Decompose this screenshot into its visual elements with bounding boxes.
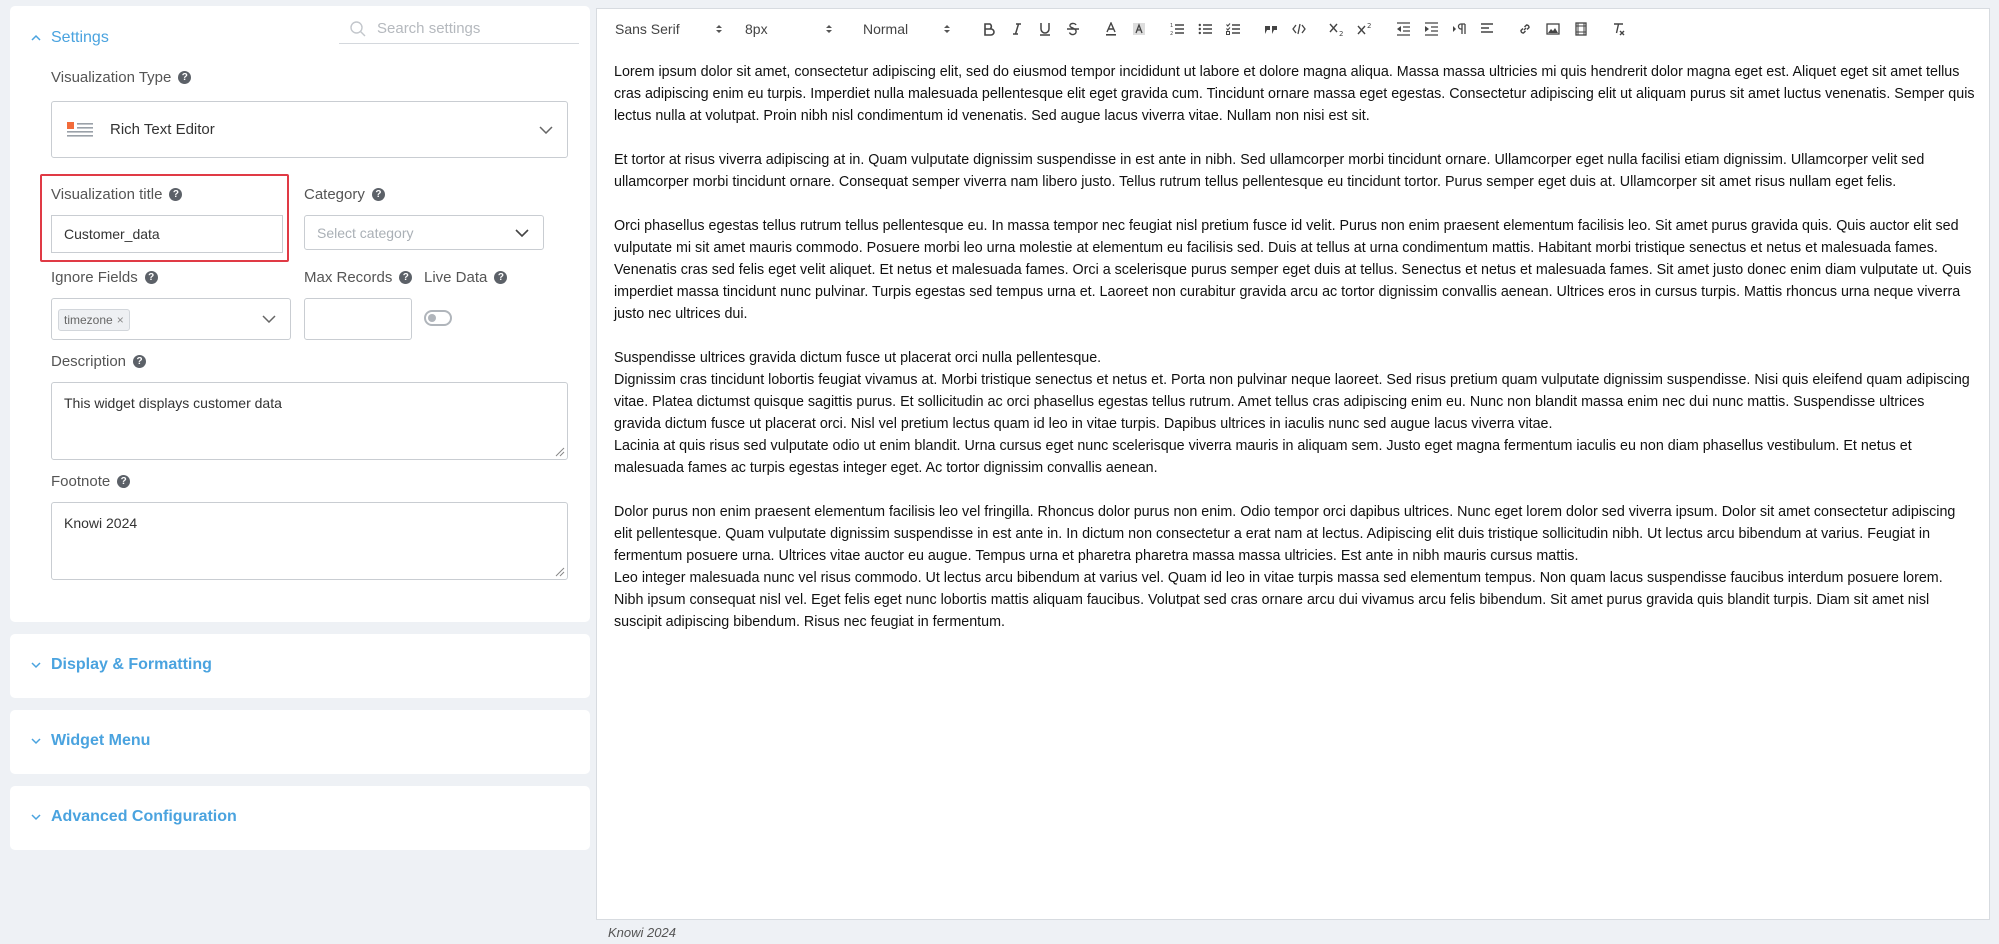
ignore-field-tag — [58, 309, 130, 331]
live-data-label-text: Live Data — [424, 269, 488, 286]
chevron-down-icon — [30, 735, 42, 747]
paragraph: Suspendisse ultrices gravida dictum fusce ut placerat orci nulla pellentesque. — [614, 350, 1102, 366]
help-icon[interactable]: ? — [133, 355, 146, 368]
footnote-display: Knowi 2024 — [608, 925, 676, 940]
settings-section-label: Settings — [51, 29, 109, 46]
ignore-fields-select[interactable] — [51, 298, 291, 340]
align-button[interactable] — [1479, 21, 1495, 37]
settings-card — [10, 6, 590, 622]
advanced-configuration-toggle[interactable] — [30, 808, 237, 826]
section-label: Widget Menu — [51, 732, 151, 749]
search-settings[interactable] — [339, 14, 579, 44]
paragraph: Lorem ipsum dolor sit amet, consectetur adipiscing elit, sed do eiusmod tempor incididunt ut labore et dolore magna aliqua. Massa massa ultricies mi quis hendrerit dolor magna eget est. Aliquet eget sit amet tellus cras adipiscing enim eu turpis. Imperdiet nulla malesuada pellentesque elit eget gravida cum. Tincidunt ornare massa eget egestas. Consectetur adipiscing elit ut aliquam purus sit amet luctus venenatis. Semper quis lectus nulla at volutpat. Proin nibh nisl condimentum id venenatis. Sed augue lacus viverra vitae. Nullam non nisi est sit. — [614, 64, 1975, 124]
max-records-input[interactable] — [304, 298, 412, 340]
underline-icon — [1038, 22, 1052, 36]
strikethrough-icon — [1066, 22, 1080, 36]
description-value: This widget displays customer data — [64, 395, 282, 411]
quote-icon — [1264, 22, 1278, 36]
align-left-icon — [1480, 22, 1494, 36]
description-textarea[interactable] — [51, 382, 568, 460]
category-label — [304, 186, 385, 203]
viz-title-value: Customer_data — [64, 226, 160, 242]
blockquote-button[interactable] — [1263, 21, 1279, 37]
font-size-picker[interactable] — [745, 21, 833, 37]
live-data-toggle[interactable] — [424, 310, 452, 326]
widget-menu-toggle[interactable] — [30, 732, 150, 750]
bullet-list-button[interactable] — [1197, 21, 1213, 37]
image-icon — [1546, 22, 1560, 36]
paragraph: Orci phasellus egestas tellus rutrum tellus pellentesque eu. In massa tempor nec feugiat nisl pretium fusce id velit. Purus non enim praesent elementum facilisis leo. Sit amet purus gravida quis. Quis auctor elit sed vulputate mi sit amet mauris commodo. Posuere morbi leo urna molestie at elementum eu facilisis sed. Duis at tellus at urna condimentum mattis. Habitant morbi tristique senectus et netus et malesuada fames. Venenatis cras sed felis eget velit aliquet. Et netus et malesuada fames. Orci a scelerisque purus semper eget duis at tellus. Senectus et netus et malesuada fames. Sit amet justo donec enim diam vulputate ut. Quis imperdiet massa tincidunt nunc pulvinar. Turpis egestas sed tempus urna et. Laoreet non curabitur gravida arcu ac tortor dignissim convallis aenean. Ultrices eros in cursus turpis. Mattis rhoncus urna neque viverra justo nec ultrices dui. — [614, 218, 1972, 322]
section-label: Advanced Configuration — [51, 808, 237, 825]
category-label-text: Category — [304, 186, 365, 203]
search-icon — [349, 20, 367, 38]
image-button[interactable] — [1545, 21, 1561, 37]
help-icon[interactable]: ? — [494, 271, 507, 284]
heading-picker[interactable] — [863, 21, 951, 37]
footnote-label — [51, 473, 130, 490]
help-icon[interactable]: ? — [169, 188, 182, 201]
outdent-button[interactable] — [1395, 21, 1411, 37]
help-icon[interactable]: ? — [117, 475, 130, 488]
help-icon[interactable]: ? — [145, 271, 158, 284]
viz-title-label — [51, 186, 182, 203]
section-label: Display & Formatting — [51, 656, 212, 673]
toggle-knob — [428, 314, 436, 322]
paragraph: Et tortor at risus viverra adipiscing at in. Quam vulputate dignissim suspendisse in est ante in nibh. Sed ullamcorper morbi tincidunt ornare. Ullamcorper eget nulla facilisi etiam dignissim. Ullamcorper velit sed ullamcorper morbi tincidunt ornare. Consequat semper viverra nam libero justo. Tellus rutrum tellus pellentesque eu tincidunt tortor. Purus semper eget duis at. Ullamcorper sit amet risus nullam eget felis. — [614, 152, 1925, 190]
subscript-icon — [1329, 22, 1345, 36]
updown-arrow-icon — [943, 23, 951, 35]
settings-panel — [10, 6, 590, 862]
italic-button[interactable] — [1009, 21, 1025, 37]
settings-section-toggle[interactable] — [30, 29, 109, 47]
link-icon — [1518, 22, 1532, 36]
bullet-list-icon — [1198, 22, 1213, 36]
viz-type-select[interactable] — [51, 101, 568, 158]
paragraph: Dignissim cras tincidunt lobortis feugiat vivamus at. Morbi tristique senectus et netus et. Porta non pulvinar neque laoreet. Sed risus pretium quam vulputate dignissim suspendisse. Nisi quis eleifend quam adipiscing vitae. Platea dictumst quisque sagittis purus. Et sollicitudin ac orci phasellus egestas tellus rutrum. Amet tellus cras adipiscing enim eu. Nunc non blandit massa enim nec dui nunc mattis. Suspendisse ultrices gravida dictum fusce ut placerat orci. Nisl vel pretium lectus quam id leo in vitae turpis. Dapibus ultrices in iaculis nunc sed augue lacus viverra vitae. — [614, 372, 1970, 432]
clear-format-button[interactable] — [1611, 21, 1627, 37]
text-color-icon — [1104, 22, 1118, 36]
clear-format-icon — [1612, 22, 1626, 36]
chevron-down-icon — [30, 659, 42, 671]
code-icon — [1292, 22, 1306, 36]
chevron-up-icon — [30, 32, 42, 44]
svg-text:1: 1 — [1169, 23, 1173, 29]
footnote-textarea[interactable] — [51, 502, 568, 580]
description-label-text: Description — [51, 353, 127, 370]
viz-title-input[interactable] — [51, 215, 283, 253]
text-direction-button[interactable] — [1451, 21, 1467, 37]
ordered-list-icon — [1170, 22, 1185, 36]
max-records-label — [304, 269, 412, 286]
category-select[interactable] — [304, 215, 544, 250]
font-family-value: Sans Serif — [615, 21, 680, 37]
ordered-list-button[interactable] — [1169, 21, 1185, 37]
italic-icon — [1010, 22, 1024, 36]
bold-button[interactable] — [981, 21, 997, 37]
chevron-down-icon — [515, 229, 529, 237]
text-direction-icon — [1452, 22, 1467, 36]
link-button[interactable] — [1517, 21, 1533, 37]
rich-text-editor-icon — [66, 120, 96, 140]
indent-button[interactable] — [1423, 21, 1439, 37]
ignore-fields-label — [51, 269, 158, 286]
footnote-label-text: Footnote — [51, 473, 111, 490]
live-data-label — [424, 269, 507, 286]
font-size-value: 8px — [745, 21, 768, 37]
video-icon — [1574, 22, 1588, 36]
video-button[interactable] — [1573, 21, 1589, 37]
outdent-icon — [1396, 22, 1411, 36]
updown-arrow-icon — [715, 23, 723, 35]
ignore-fields-label-text: Ignore Fields — [51, 269, 138, 286]
paragraph: Leo integer malesuada nunc vel risus commodo. Ut lectus arcu bibendum at varius vel. Quam id leo in vitae turpis massa sed elementum tempus. Non quam lacus suspendisse faucibus interdum posuere lorem. Nibh ipsum consequat nisl vel. Eget felis eget nunc lobortis mattis aliquam faucibus. Volutpat sed cras ornare arcu dui vivamus arcu felis bibendum. Sit amet purus gravida quis blandit turpis. Diam sit amet nisl suscipit adipiscing bibendum. Risus nec feugiat in fermentum. — [614, 570, 1943, 630]
checklist-icon — [1226, 22, 1241, 36]
advanced-configuration-card — [10, 786, 590, 850]
viz-type-label-text: Visualization Type — [51, 69, 172, 86]
chevron-down-icon — [539, 126, 553, 134]
widget-menu-card — [10, 710, 590, 774]
editor-content[interactable] — [614, 61, 1975, 655]
viz-title-label-text: Visualization title — [51, 186, 163, 203]
superscript-icon — [1357, 22, 1373, 36]
text-color-button[interactable] — [1103, 21, 1119, 37]
viz-type-label — [51, 69, 191, 86]
paragraph: Dolor purus non enim praesent elementum facilisis leo vel fringilla. Rhoncus dolor purus non enim. Odio tempor orci dapibus ultrices. Nunc eget lorem dolor sed viverra ipsum. Dolor sit amet consectetur adipiscing elit pellentesque. Quam vulputate dignissim suspendisse in est ante in. In dictum non consectetur a erat nam at lectus. Adipiscing elit duis tristique sollicitudin nibh. Ut lectus arcu bibendum at varius. Feugiat in fermentum posuere urna. Ultrices vitae auctor eu augue. Tempus urna et pharetra pharetra massa massa ultricies. Est ante in nibh mauris cursus mattis. — [614, 504, 1956, 564]
code-block-button[interactable] — [1291, 21, 1307, 37]
svg-text:2: 2 — [1169, 31, 1173, 36]
description-label — [51, 353, 146, 370]
chevron-down-icon — [262, 315, 276, 323]
display-formatting-toggle[interactable] — [30, 656, 212, 674]
heading-value: Normal — [863, 21, 909, 37]
help-icon[interactable]: ? — [178, 71, 191, 84]
background-color-icon — [1132, 22, 1146, 36]
strikethrough-button[interactable] — [1065, 21, 1081, 37]
font-family-picker[interactable] — [615, 21, 723, 37]
help-icon[interactable]: ? — [399, 271, 412, 284]
superscript-button[interactable] — [1357, 21, 1373, 37]
resize-handle-icon[interactable] — [553, 445, 565, 457]
paragraph: Lacinia at quis risus sed vulputate odio ut enim blandit. Urna cursus eget nunc scelerisque viverra mauris in aliquam sem. Justo eget magna fermentum iaculis eu non diam phasellus vestibulum. Et netus et malesuada fames ac turpis egestas integer eget. Ac tortor dignissim convallis aenean. — [614, 438, 1912, 476]
editor-toolbar — [597, 9, 1989, 49]
tag-label: timezone — [64, 313, 113, 327]
underline-button[interactable] — [1037, 21, 1053, 37]
category-placeholder: Select category — [317, 224, 414, 241]
checklist-button[interactable] — [1225, 21, 1241, 37]
bold-icon — [982, 22, 996, 36]
indent-icon — [1424, 22, 1439, 36]
subscript-button[interactable] — [1329, 21, 1345, 37]
display-formatting-card — [10, 634, 590, 698]
svg-text:2: 2 — [1367, 22, 1372, 30]
chevron-down-icon — [30, 811, 42, 823]
search-input[interactable] — [375, 19, 565, 38]
updown-arrow-icon — [825, 23, 833, 35]
max-records-label-text: Max Records — [304, 269, 393, 286]
background-color-button[interactable] — [1131, 21, 1147, 37]
remove-tag-icon[interactable]: × — [116, 313, 124, 327]
help-icon[interactable]: ? — [372, 188, 385, 201]
viz-type-value: Rich Text Editor — [110, 121, 215, 138]
footnote-value: Knowi 2024 — [64, 515, 138, 531]
svg-text:2: 2 — [1339, 30, 1344, 36]
resize-handle-icon[interactable] — [553, 565, 565, 577]
rich-text-editor — [596, 8, 1990, 920]
